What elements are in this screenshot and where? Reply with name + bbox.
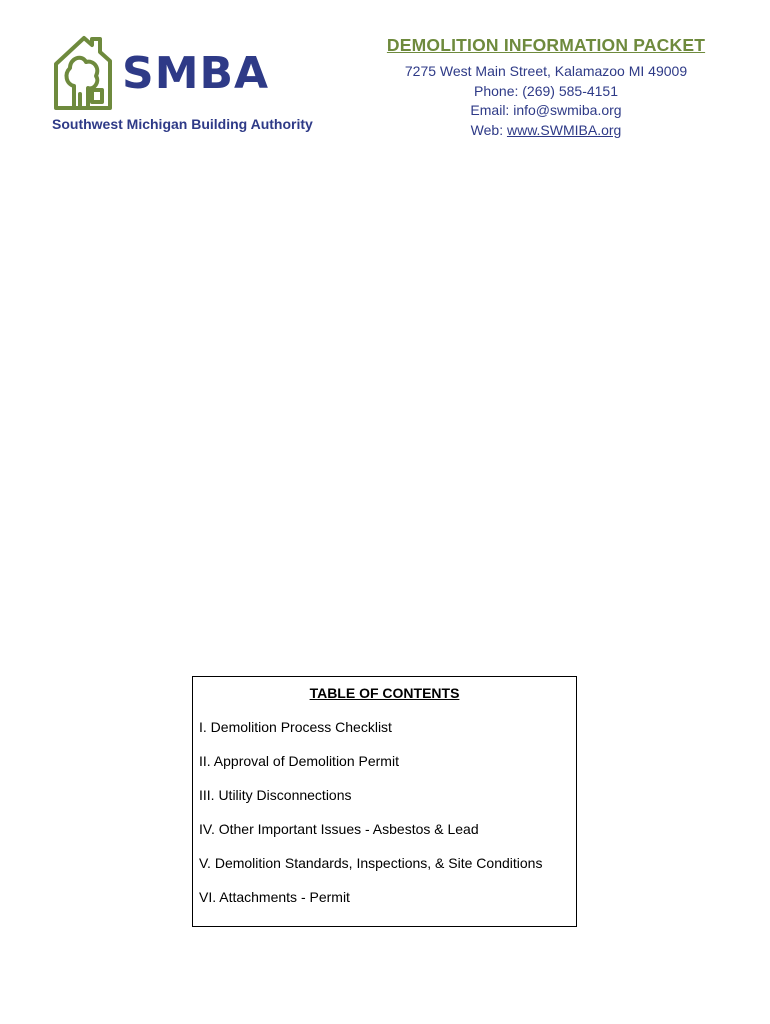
website-link[interactable]: www.SWMIBA.org xyxy=(506,121,622,138)
email-line: Email: info@swmiba.org xyxy=(470,102,622,118)
toc-item: I. Demolition Process Checklist xyxy=(199,719,392,735)
smba-logo xyxy=(52,34,302,114)
address-line: 7275 West Main Street, Kalamazoo MI 49009 xyxy=(404,63,688,79)
web-line xyxy=(376,121,716,141)
phone-line: Phone: (269) 585-4151 xyxy=(474,82,618,99)
toc-item: III. Utility Disconnections xyxy=(199,787,352,803)
organization-tagline: Southwest Michigan Building Authority xyxy=(52,116,313,132)
logo-wordmark: SMBA xyxy=(122,48,270,99)
toc-item: V. Demolition Standards, Inspections, & Site Conditions xyxy=(199,855,543,871)
toc-item: II. Approval of Demolition Permit xyxy=(199,753,399,769)
toc-item: IV. Other Important Issues - Asbestos & Lead xyxy=(199,821,479,837)
document-title: DEMOLITION INFORMATION PACKET xyxy=(386,35,706,55)
header-contact-block xyxy=(376,35,716,140)
house-tree-logo-icon xyxy=(52,34,114,112)
web-label: Web: xyxy=(470,121,507,138)
table-of-contents xyxy=(192,676,577,927)
toc-item: VI. Attachments - Permit xyxy=(199,889,350,905)
toc-title: TABLE OF CONTENTS xyxy=(309,685,460,701)
